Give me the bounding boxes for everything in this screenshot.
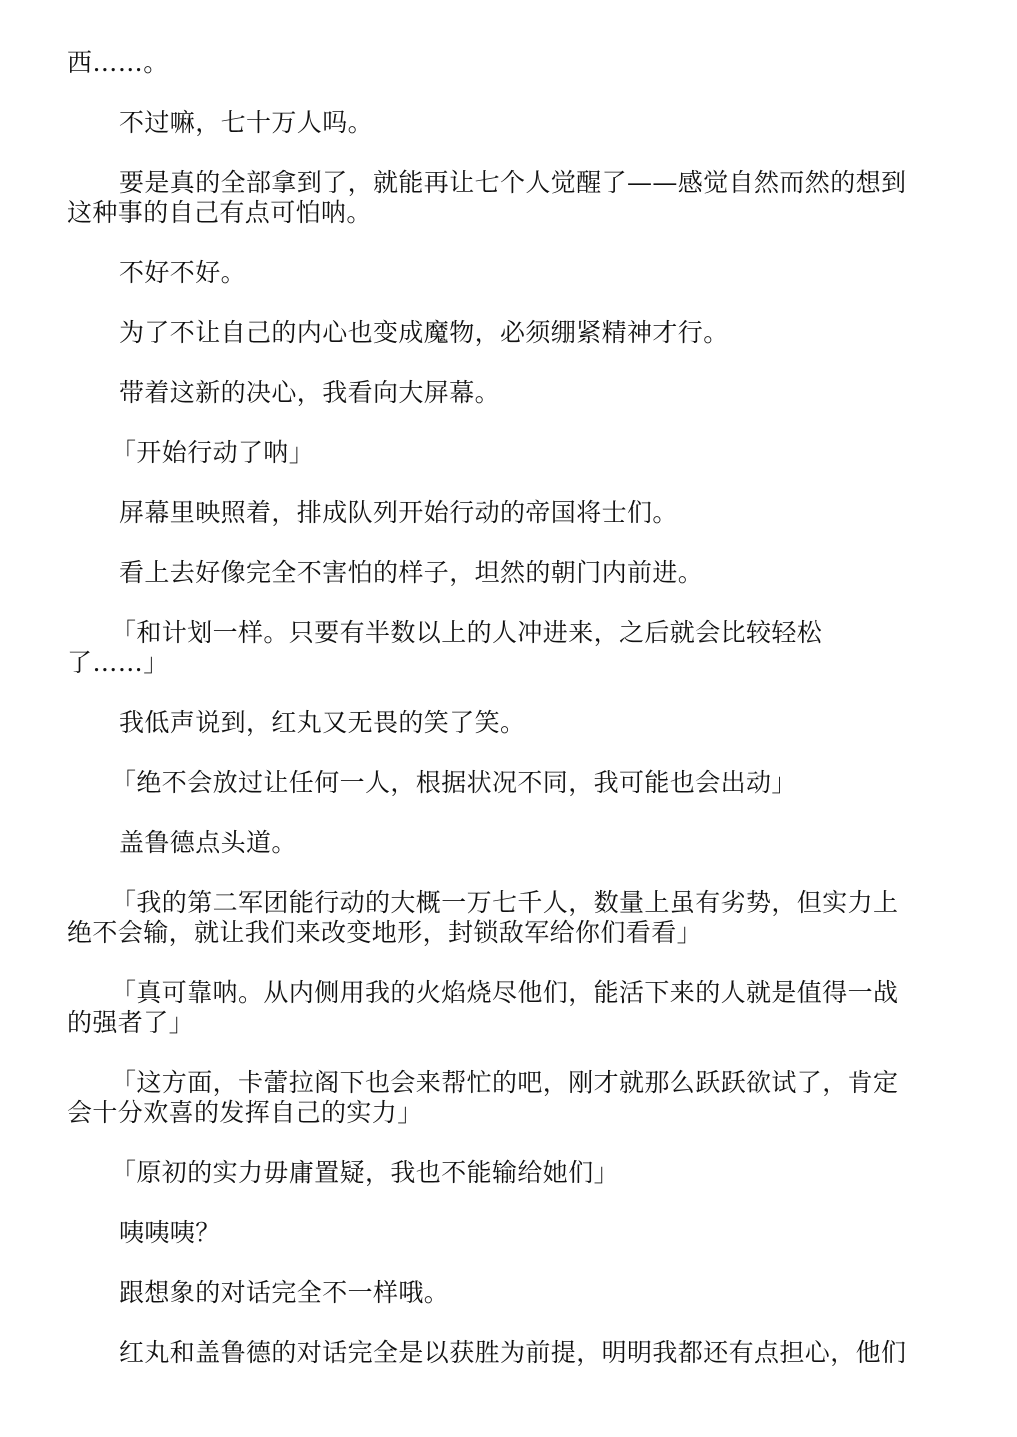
- paragraph-line: 不过嘛，七十万人吗。: [119, 108, 374, 137]
- paragraph: [67, 1278, 929, 1308]
- paragraph: [67, 708, 929, 738]
- paragraph-line: 跟想象的对话完全不一样哦。: [119, 1278, 450, 1307]
- paragraph-line: 「这方面，卡蕾拉阁下也会来帮忙的吧，刚才就那么跃跃欲试了，肯定: [111, 1068, 899, 1097]
- paragraph: [67, 978, 929, 1038]
- paragraph-line: 西……。: [67, 48, 169, 77]
- paragraph-line: 我低声说到，红丸又无畏的笑了笑。: [119, 708, 526, 737]
- paragraph: [67, 618, 929, 678]
- paragraph-line: 咦咦咦？: [119, 1218, 221, 1247]
- paragraph-line: 要是真的全部拿到了，就能再让七个人觉醒了——感觉自然而然的想到: [119, 168, 907, 197]
- paragraph-line: 了……」: [67, 648, 169, 677]
- paragraph-line: 绝不会输，就让我们来改变地形，封锁敌军给你们看看」: [67, 918, 703, 947]
- paragraph-line: 「原初的实力毋庸置疑，我也不能输给她们」: [111, 1158, 620, 1187]
- paragraph-line: 这种事的自己有点可怕呐。: [67, 198, 372, 227]
- paragraph-line: 屏幕里映照着，排成队列开始行动的帝国将士们。: [119, 498, 678, 527]
- paragraph-line: 「绝不会放过让任何一人，根据状况不同，我可能也会出动」: [111, 768, 797, 797]
- paragraph-line: 看上去好像完全不害怕的样子，坦然的朝门内前进。: [119, 558, 704, 587]
- paragraph: [67, 498, 929, 528]
- paragraph: [67, 258, 929, 288]
- paragraph-line: 「开始行动了呐」: [111, 438, 315, 467]
- paragraph-line: 「真可靠呐。从内侧用我的火焰烧尽他们，能活下来的人就是值得一战: [111, 978, 899, 1007]
- paragraph-line: 「我的第二军团能行动的大概一万七千人，数量上虽有劣势，但实力上: [111, 888, 899, 917]
- paragraph: [67, 108, 929, 138]
- paragraph: [67, 1158, 929, 1188]
- paragraph-line: 「和计划一样。只要有半数以上的人冲进来，之后就会比较轻松: [111, 618, 823, 647]
- paragraph: [67, 318, 929, 348]
- paragraph: [67, 888, 929, 948]
- paragraph: [67, 378, 929, 408]
- paragraph-line: 为了不让自己的内心也变成魔物，必须绷紧精神才行。: [119, 318, 729, 347]
- paragraph-line: 会十分欢喜的发挥自己的实力」: [67, 1098, 423, 1127]
- paragraph: [67, 1218, 929, 1248]
- paragraph: [67, 768, 929, 798]
- paragraph-line: 的强者了」: [67, 1008, 195, 1037]
- paragraph: [67, 1068, 929, 1128]
- paragraph-line: 不好不好。: [119, 258, 247, 287]
- paragraph: [67, 558, 929, 588]
- document-page: [67, 48, 929, 1398]
- paragraph: [67, 438, 929, 468]
- paragraph: [67, 828, 929, 858]
- paragraph-line: 带着这新的决心，我看向大屏幕。: [119, 378, 501, 407]
- paragraph-line: 红丸和盖鲁德的对话完全是以获胜为前提，明明我都还有点担心，他们: [119, 1338, 907, 1367]
- paragraph: [67, 48, 929, 78]
- paragraph: [67, 168, 929, 228]
- paragraph: [67, 1338, 929, 1368]
- paragraph-line: 盖鲁德点头道。: [119, 828, 297, 857]
